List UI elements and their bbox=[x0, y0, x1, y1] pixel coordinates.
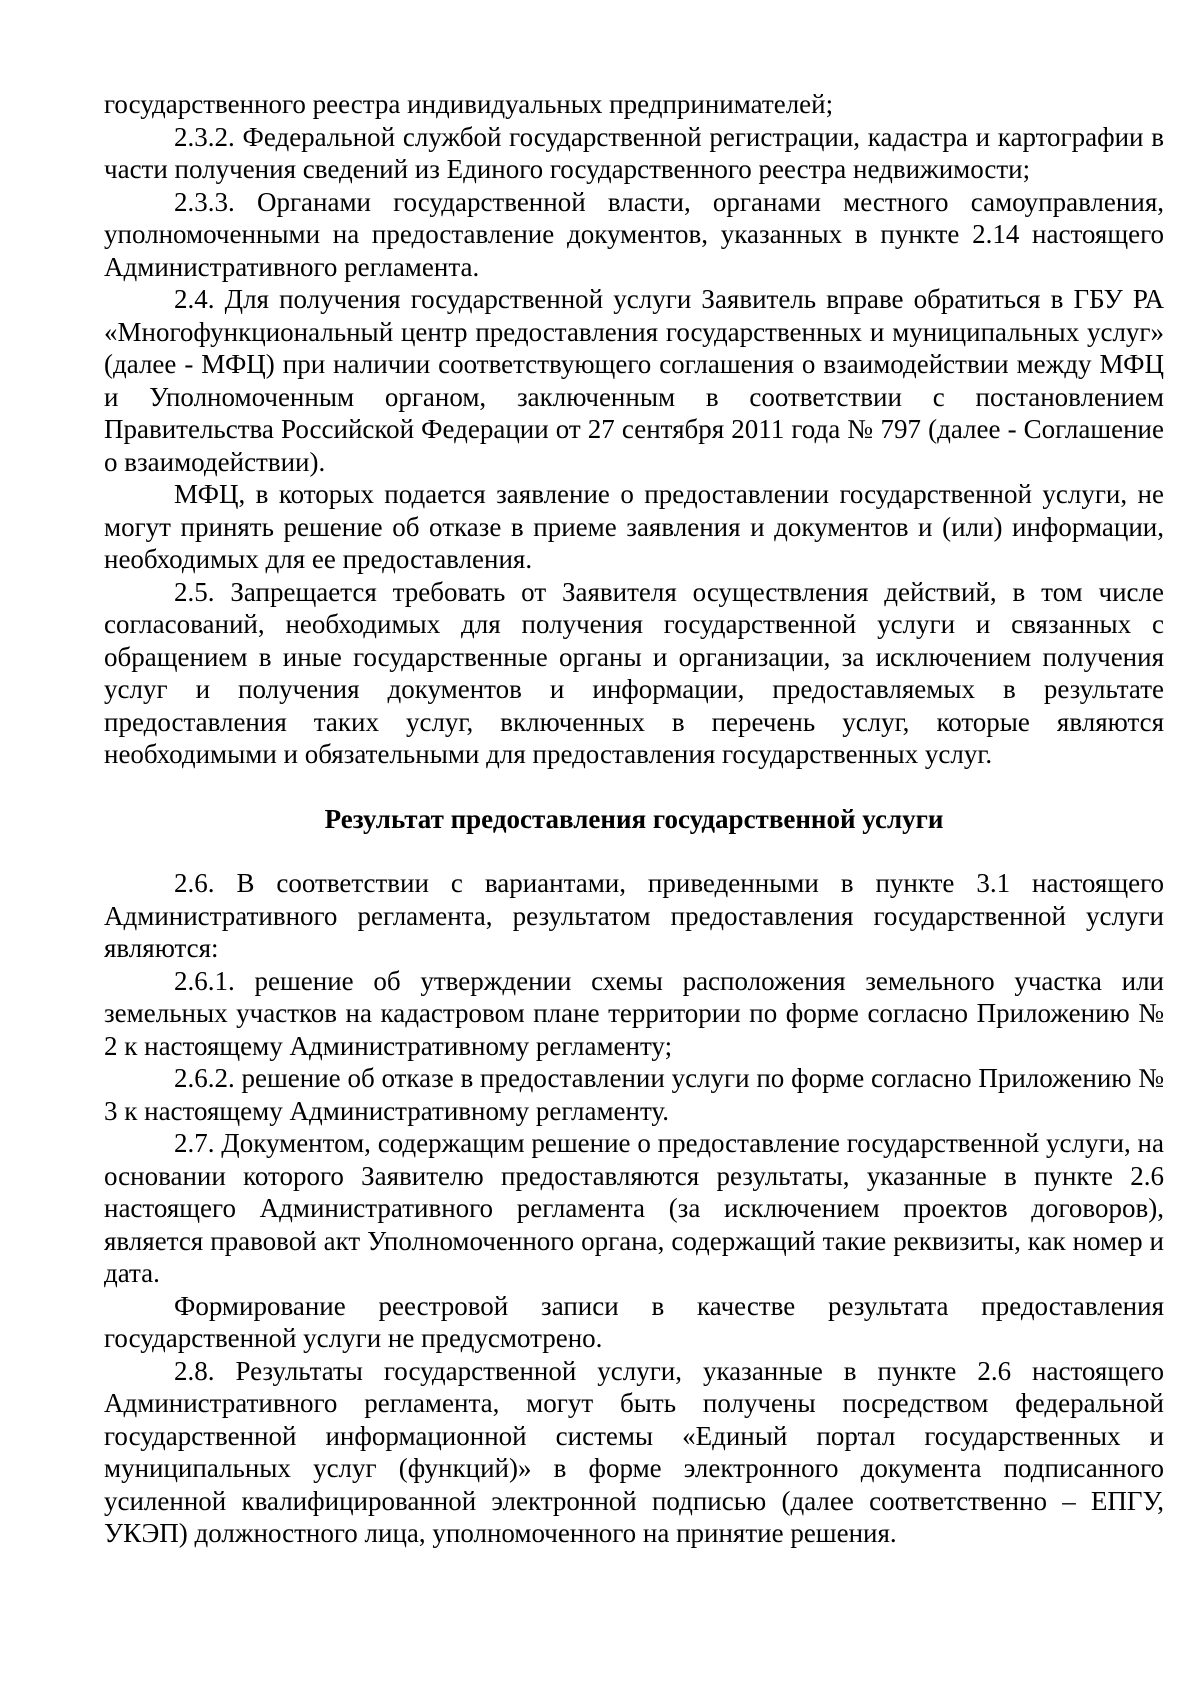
paragraph-2-6-2: 2.6.2. решение об отказе в предоставлении услуги по форме согласно Приложению № 3 к настоящему Административному регламенту. bbox=[104, 1063, 1164, 1126]
paragraph-2-3-2: 2.3.2. Федеральной службой государственной регистрации, кадастра и картографии в части получения сведений из Единого государственного реестра недвижимости; bbox=[104, 121, 1164, 184]
paragraph-2-6: 2.6. В соответствии с вариантами, приведенными в пункте 3.1 настоящего Административного регламента, результатом предоставления государственной услуги являются: bbox=[104, 868, 1164, 963]
paragraph-continuation: государственного реестра индивидуальных предпринимателей; bbox=[104, 89, 834, 119]
paragraph-2-5: 2.5. Запрещается требовать от Заявителя осуществления действий, в том числе согласований, необходимых для получения государственной услуги и связанных с обращением в иные государственные органы и организации, за исключением получения услуг и получения документов и информации, предоставляемых в результате предоставления таких услуг, включенных в перечень услуг, которые являются необходимыми и обязательными для предоставления государственных услуг. bbox=[104, 576, 1164, 769]
paragraph-2-4: 2.4. Для получения государственной услуги Заявитель вправе обратиться в ГБУ РА «Многофункциональный центр предоставления государственных и муниципальных услуг» (далее - МФЦ) при наличии соответствующего соглашения о взаимодействии между МФЦ и Уполномоченным органом, заключенным в соответствии с постановлением Правительства Российской Федерации от 27 сентября 2011 года № 797 (далее - Соглашение о взаимодействии). bbox=[104, 284, 1164, 477]
paragraph-2-3-3: 2.3.3. Органами государственной власти, органами местного самоуправления, уполномоченными на предоставление документов, указанных в пункте 2.14 настоящего Административного регламента. bbox=[104, 186, 1164, 282]
paragraph-2-6-1: 2.6.1. решение об утверждении схемы расположения земельного участка или земельных участков на кадастровом плане территории по форме согласно Приложению № 2 к настоящему Административному регламенту; bbox=[104, 965, 1164, 1061]
paragraph-2-7: 2.7. Документом, содержащим решение о предоставление государственной услуги, на основании которого Заявителю предоставляются результаты, указанные в пункте 2.6 настоящего Административного регламента (за исключением проектов договоров), является правовой акт Уполномоченного органа, содержащий такие реквизиты, как номер и дата. bbox=[104, 1128, 1164, 1288]
document-page bbox=[104, 88, 1164, 1550]
section-heading: Результат предоставления государственной услуги bbox=[324, 803, 944, 834]
paragraph-2-8: 2.8. Результаты государственной услуги, указанные в пункте 2.6 настоящего Административного регламента, могут быть получены посредством федеральной государственной информационной системы «Единый портал государственных и муниципальных услуг (функций)» в форме электронного документа подписанного усиленной квалифицированной электронной подписью (далее соответственно – ЕПГУ, УКЭП) должностного лица, уполномоченного на принятие решения. bbox=[104, 1355, 1164, 1548]
paragraph-registry-record: Формирование реестровой записи в качестве результата предоставления государственной услуги не предусмотрено. bbox=[104, 1290, 1164, 1353]
paragraph-mfc: МФЦ, в которых подается заявление о предоставлении государственной услуги, не могут принять решение об отказе в приеме заявления и документов и (или) информации, необходимых для ее предоставления. bbox=[104, 479, 1164, 574]
